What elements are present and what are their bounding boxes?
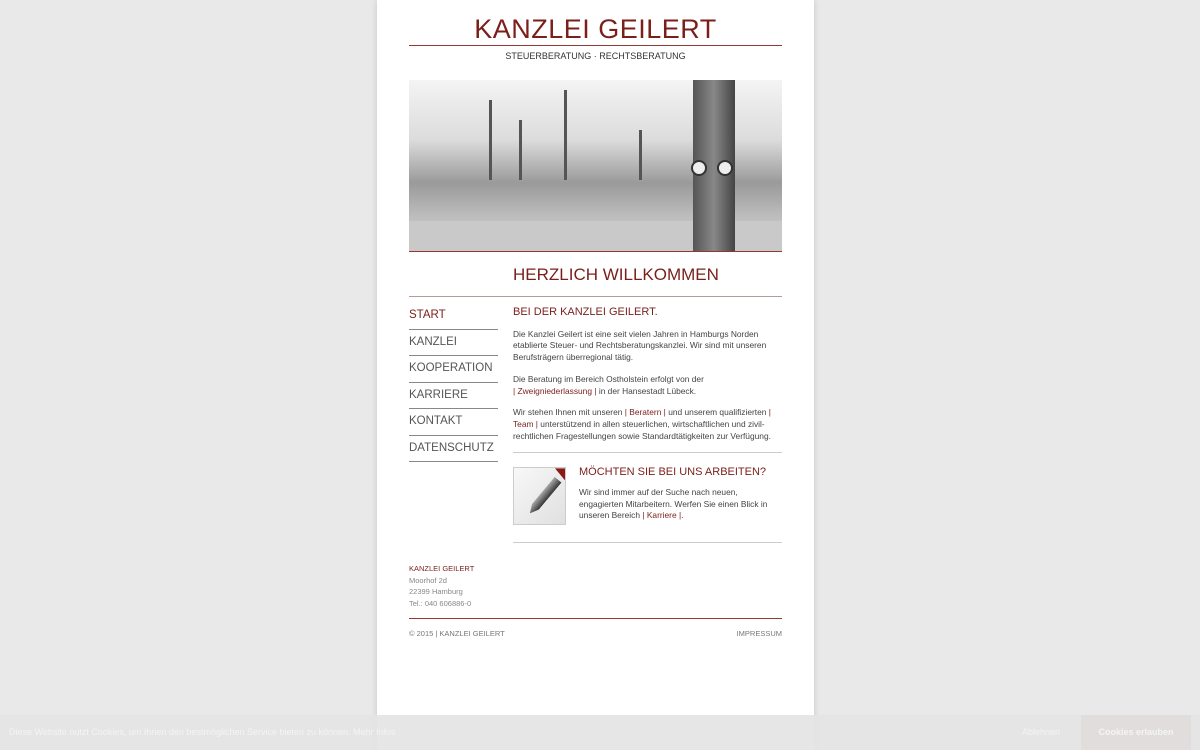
berater-link[interactable]: | Beratern |	[624, 407, 666, 418]
pencil-icon	[513, 467, 566, 525]
career-text	[579, 487, 782, 522]
hero-image-harbor	[409, 80, 782, 252]
zweigniederlassung-link[interactable]: | Zweigniederlassung |	[513, 385, 597, 396]
cookie-banner	[0, 715, 1200, 750]
text: Wir stehen Ihnen mit unseren	[513, 407, 625, 418]
address-name: KANZLEI GEILERT	[409, 564, 475, 573]
page-title: HERZLICH WILLKOMMEN	[513, 265, 719, 284]
karriere-link[interactable]: | Karriere |	[642, 510, 682, 521]
intro-paragraph: Die Kanzlei Geilert ist eine seit vielen Jahren in Hamburgs Norden etablierte Steuer- und Rechtsberatungskanzlei. Wir sind mit unseren Berufsträgern überregional tätig.	[513, 328, 767, 363]
team-paragraph	[513, 407, 782, 442]
divider	[513, 452, 782, 453]
nav-item-start[interactable]: START	[409, 303, 498, 330]
nav-item-kanzlei[interactable]: KANZLEI	[409, 330, 498, 357]
site-tagline: STEUERBERATUNG · RECHTSBERATUNG	[505, 51, 686, 61]
career-heading: MÖCHTEN SIE BEI UNS ARBEITEN?	[579, 466, 767, 479]
divider	[409, 296, 782, 297]
nav-item-karriere[interactable]: KARRIERE	[409, 383, 498, 410]
address-phone: Tel.: 040 606886-0	[409, 599, 472, 609]
copyright: © 2015 | KANZLEI GEILERT	[409, 629, 505, 638]
career-teaser	[513, 467, 782, 542]
address-block	[409, 563, 474, 610]
text: Die Beratung im Bereich Ostholstein erfolgt von der	[513, 373, 704, 384]
cookie-message: Diese Website nutzt Cookies, um Ihnen den bestmöglichen Service bieten zu können. Mehr Infos	[9, 727, 396, 737]
text: .	[681, 510, 684, 521]
address-city: 22399 Hamburg	[409, 587, 463, 597]
page-container	[377, 0, 814, 750]
address-street: Moorhof 2d	[409, 575, 447, 585]
main-nav	[409, 303, 498, 462]
cookie-allow-button[interactable]: Cookies erlauben	[1081, 715, 1191, 750]
text: und unserem qualifizierten	[665, 407, 769, 418]
site-logo[interactable]: KANZLEI GEILERT	[474, 14, 717, 44]
impressum-link[interactable]: IMPRESSUM	[736, 629, 782, 638]
text: Wir sind immer auf der Suche nach neuen, engagierten Mitarbeitern. Werfen Sie einen Blick in unseren Bereich	[579, 487, 768, 521]
nav-item-datenschutz[interactable]: DATENSCHUTZ	[409, 436, 498, 463]
text: in der Hansestadt Lübeck.	[596, 385, 697, 396]
cookie-deny-button[interactable]: Ablehnen	[1022, 727, 1061, 737]
main-content	[513, 307, 782, 557]
team-link[interactable]: | Team |	[513, 407, 771, 429]
text: unterstützend in allen steuerlichen, wirtschaftlichen und zivil-rechtlichen Fragestellungen sowie Standardtätigkeiten zur Verfügung.	[513, 418, 771, 441]
section-heading: BEI DER KANZLEI GEILERT.	[513, 306, 658, 318]
footer	[409, 629, 782, 638]
divider	[409, 618, 782, 619]
nav-item-kooperation[interactable]: KOOPERATION	[409, 356, 498, 383]
divider	[513, 542, 782, 543]
divider	[409, 45, 782, 46]
branch-paragraph	[513, 374, 782, 397]
nav-item-kontakt[interactable]: KONTAKT	[409, 409, 498, 436]
